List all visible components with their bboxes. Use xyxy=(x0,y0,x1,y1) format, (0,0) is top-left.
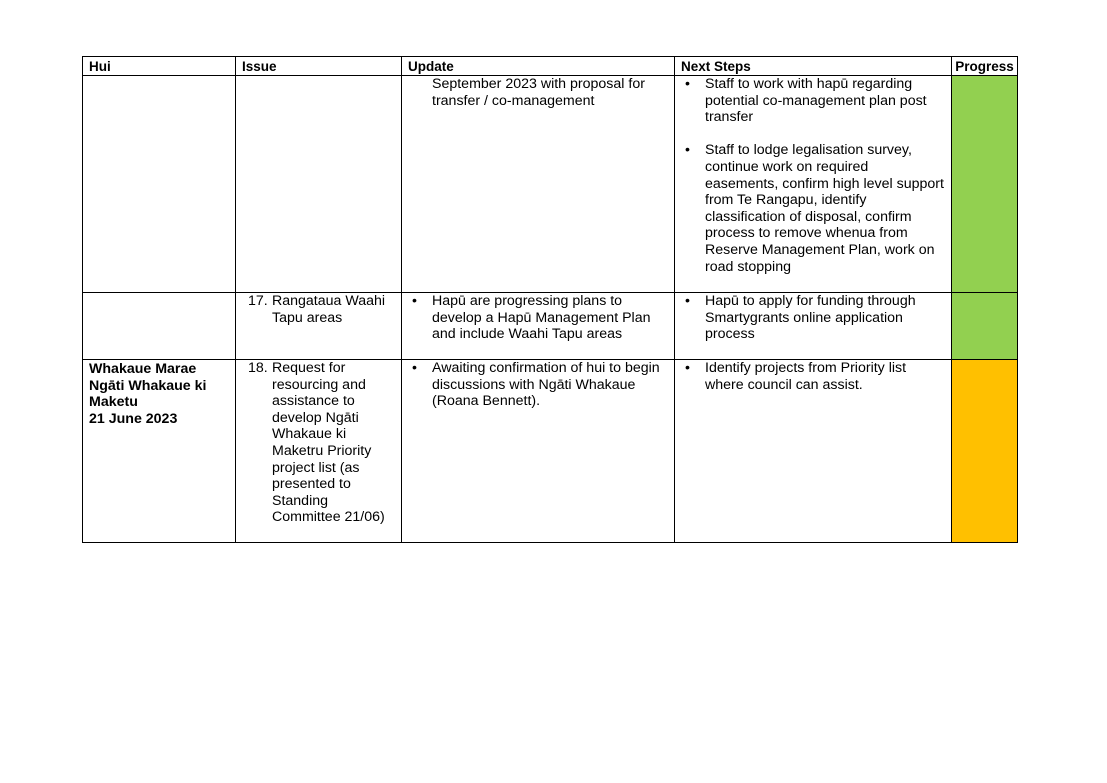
list-item xyxy=(675,76,951,126)
header-issue: Issue xyxy=(236,57,402,76)
next-step-text: Hapū to apply for funding through Smartygrants online application process xyxy=(705,293,916,343)
list-item xyxy=(675,142,951,275)
header-update: Update xyxy=(402,57,675,76)
table-row xyxy=(83,360,1018,543)
bullet-icon: • xyxy=(412,360,417,376)
next-step-text: Staff to lodge legalisation survey, continue work on required easements, confirm high level support from Te Rangapu, identify classification of disposal, confirm process to remove whenua from Reserve Management Plan, work on road stopping xyxy=(705,142,944,275)
next-steps-cell xyxy=(675,76,952,293)
list-item xyxy=(675,293,951,343)
issue-cell xyxy=(236,76,402,293)
hui-marae-name: Whakaue Marae xyxy=(89,361,197,377)
header-next-steps: Next Steps xyxy=(675,57,952,76)
hui-cell xyxy=(83,76,236,293)
hui-iwi-name: Ngāti Whakaue ki xyxy=(89,377,207,394)
table-row xyxy=(83,76,1018,293)
update-list xyxy=(402,293,674,343)
issue-item xyxy=(236,293,401,326)
next-steps-cell xyxy=(675,293,952,360)
next-step-text: Identify projects from Priority list where council can assist. xyxy=(705,360,907,393)
bullet-icon: • xyxy=(685,293,690,309)
update-cell xyxy=(402,76,675,293)
next-steps-list xyxy=(675,293,951,343)
update-text: Hapū are progressing plans to develop a Hapū Management Plan and include Waahi Tapu areas xyxy=(432,293,651,343)
update-continuation-text: September 2023 with proposal for transfer / co-management xyxy=(432,76,645,109)
table-row xyxy=(83,293,1018,360)
update-cell xyxy=(402,360,675,543)
issue-item xyxy=(236,360,401,526)
update-cell xyxy=(402,293,675,360)
hui-progress-table xyxy=(82,56,1018,543)
issue-number: 18. xyxy=(248,360,268,376)
next-steps-cell xyxy=(675,360,952,543)
issue-text: Rangataua Waahi Tapu areas xyxy=(272,293,386,326)
bullet-icon: • xyxy=(685,142,690,159)
table-header-row xyxy=(83,57,1018,76)
issue-cell xyxy=(236,360,402,543)
header-progress: Progress xyxy=(952,57,1018,76)
list-item xyxy=(402,360,674,410)
issue-text: Request for resourcing and assistance to develop Ngāti Whakaue ki Maketru Priority project list (as presented to Standing Committee 21/06) xyxy=(272,360,385,526)
next-steps-list xyxy=(675,76,951,275)
hui-date: 21 June 2023 xyxy=(89,410,178,427)
issue-number: 17. xyxy=(248,293,268,309)
bullet-icon: • xyxy=(685,360,690,376)
hui-details xyxy=(83,360,235,427)
issue-cell xyxy=(236,293,402,360)
progress-status-cell xyxy=(952,293,1018,360)
progress-status-cell xyxy=(952,76,1018,293)
next-step-text: Staff to work with hapū regarding potential co-management plan post transfer xyxy=(705,76,927,126)
bullet-icon: • xyxy=(412,293,417,309)
update-text: Awaiting confirmation of hui to begin discussions with Ngāti Whakaue (Roana Bennett). xyxy=(432,360,660,410)
hui-cell xyxy=(83,360,236,543)
list-item xyxy=(402,293,674,343)
bullet-icon: • xyxy=(685,76,690,92)
list-gap xyxy=(675,126,951,143)
progress-status-cell xyxy=(952,360,1018,543)
list-item xyxy=(675,360,951,393)
hui-cell xyxy=(83,293,236,360)
update-list xyxy=(402,360,674,410)
hui-location: Maketu xyxy=(89,394,138,411)
header-hui: Hui xyxy=(83,57,236,76)
next-steps-list xyxy=(675,360,951,393)
